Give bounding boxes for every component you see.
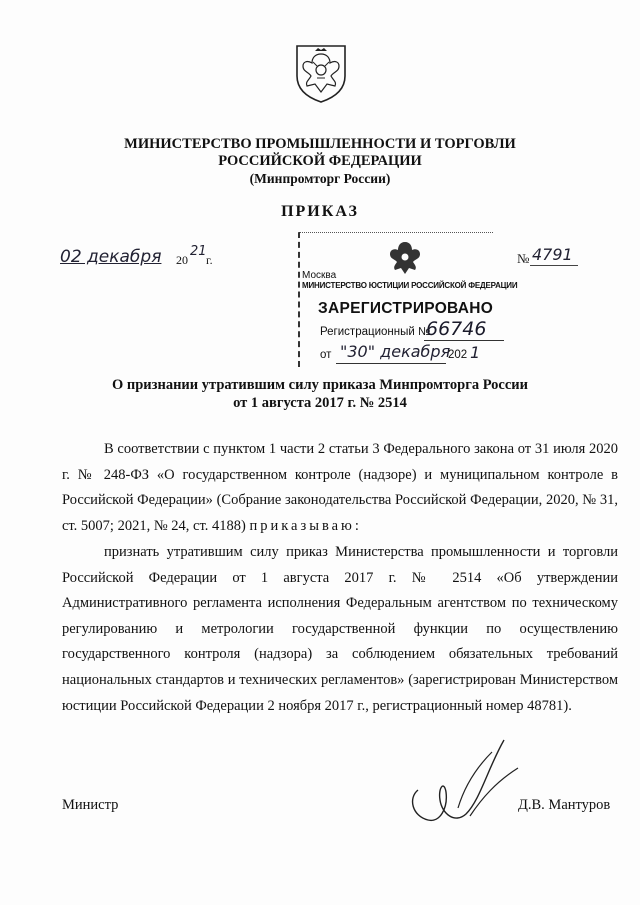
ministry-name-line1: МИНИСТЕРСТВО ПРОМЫШЛЕННОСТИ И ТОРГОВЛИ (124, 136, 516, 152)
emblem-icon (295, 42, 347, 104)
body-directive: приказываю: (249, 517, 362, 534)
stamp-emblem-icon (385, 238, 425, 276)
stamp-city: Москва (302, 270, 337, 281)
stamp-date-label: от (320, 349, 332, 361)
stamp-year-handwritten: 1 (470, 343, 481, 362)
stamp-year-prefix: 202 (448, 349, 468, 361)
stamp-registered: ЗАРЕГИСТРИРОВАНО (318, 300, 494, 317)
order-year-prefix: 20 (176, 253, 188, 267)
stamp-reg-number: 66746 (426, 318, 487, 340)
order-heading-line2: от 1 августа 2017 г. № 2514 (233, 395, 407, 411)
order-year-suffix: г. (206, 253, 213, 267)
order-date-handwritten: 02 декабря (60, 247, 162, 267)
order-heading-line1: О признании утратившим силу приказа Минпромторга России (111, 377, 529, 393)
order-number-prefix: № (517, 251, 530, 266)
body-paragraph-2-text: признать утратившим силу приказ Министерства промышленности и торговли Российской Федерации от 1 августа 2017 г. № 2514 «Об утверждении Административного регламента исполнения Федеральным агентством по техническому регулированию и метрологии государственной функции по осуществлению государственного контроля (надзора) за соблюдением обязательных требований национальных стандартов и технических регламентов» (зарегистрирован Министерством юстиции Российской Федерации 2 ноября 2017 г., регистрационный номер 48781). (62, 544, 618, 714)
order-number-handwritten: 4791 (532, 245, 573, 264)
stamp-ministry: МИНИСТЕРСТВО ЮСТИЦИИ РОССИЙСКОЙ ФЕДЕРАЦИИ (302, 281, 518, 290)
order-number-underline (530, 265, 578, 266)
stamp-date-underline (336, 363, 446, 364)
stamp-reg-number-label: Регистрационный № (320, 326, 431, 338)
ministry-short-name: (Минпромторг России) (249, 171, 391, 186)
ministry-name-line2: РОССИЙСКОЙ ФЕДЕРАЦИИ (218, 153, 422, 169)
signatory-name: Д.В. Мантуров (518, 797, 611, 813)
stamp-date-handwritten: "30" декабря (340, 342, 451, 361)
order-title: ПРИКАЗ (281, 203, 359, 220)
body-paragraph-1 (62, 437, 618, 539)
order-year-handwritten: 21 (190, 244, 207, 259)
handwritten-signature (400, 728, 530, 828)
body-paragraph-1-text: В соответствии с пунктом 1 части 2 статьи 3 Федерального закона от 31 июля 2020 г. № 248-ФЗ «О государственном контроле (надзоре) и муниципальном контроле в Российской Федерации» (Собрание законодательства Российской Федерации, 2020, № 31, ст. 5007; 2021, № 24, ст. 4188) (62, 441, 618, 534)
body-paragraph-2 (62, 540, 618, 719)
signatory-title: Министр (62, 797, 119, 813)
stamp-reg-underline (424, 340, 504, 341)
